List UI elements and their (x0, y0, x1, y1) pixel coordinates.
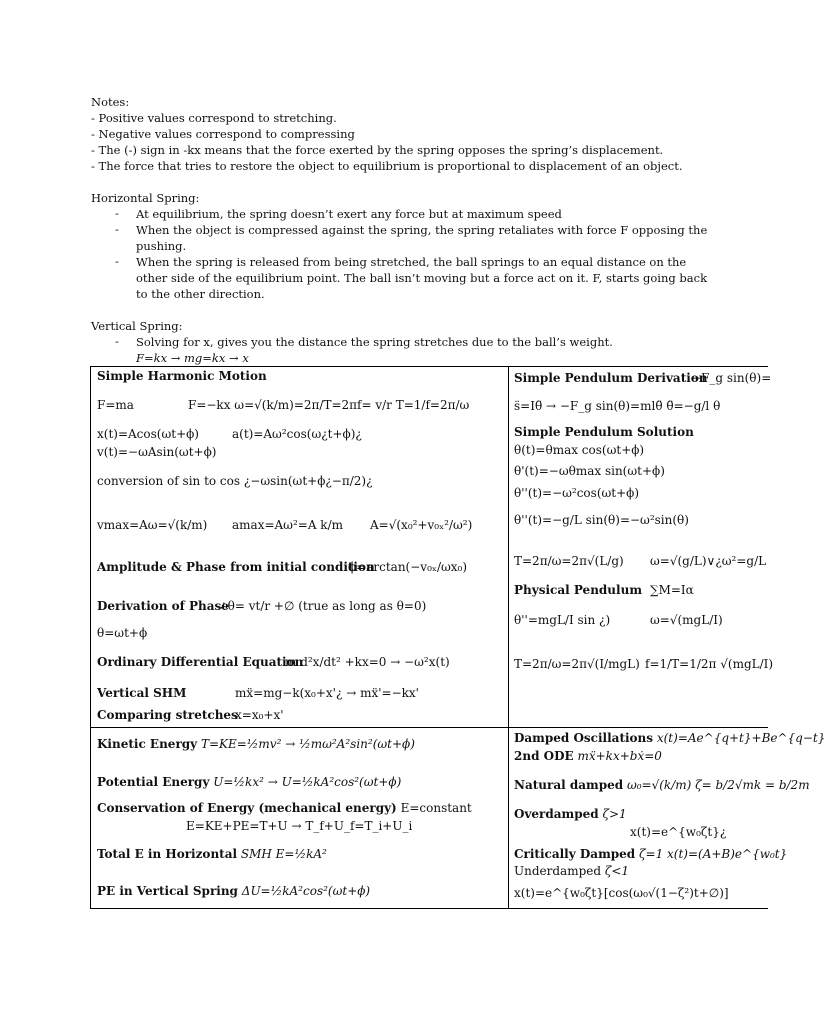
pendulum-solution-title: Simple Pendulum Solution (514, 425, 694, 439)
pendulum-derivation-eq: −F_g sin(θ)= (691, 371, 772, 385)
notes-line: - Negative values correspond to compressing (91, 127, 355, 141)
bullet-dash: - (115, 254, 119, 268)
underdamped-eq: ζ<1 (604, 864, 630, 878)
shm-omega: F=−kx ω=√(k/m)=2π/T=2πf= v/r T=1/f=2π/ω (188, 398, 470, 412)
pendulum-derivation-line: s̈=Iθ̈ → −F_g sin(θ)=mlθ̈ θ̈=−g/l θ (514, 399, 721, 413)
notes-line: - Positive values correspond to stretching. (91, 111, 337, 125)
shm-ode-label: Ordinary Differential Equation (97, 655, 304, 669)
critical-label: Critically Damped (514, 847, 636, 861)
overdamped-label: Overdamped (514, 807, 599, 821)
bullet-dash: - (115, 206, 119, 220)
pendulum-theta: θ(t)=θmax cos(ωt+ϕ) (514, 443, 645, 457)
energy-pe-vertical (97, 882, 370, 900)
table-border-center (508, 366, 509, 909)
horizontal-bullet: When the spring is released from being stretched, the ball springs to an equal distance on the (136, 255, 687, 269)
energy-potential (97, 773, 401, 791)
shm-derivation-phase-label: Derivation of Phase (97, 599, 229, 613)
ode-eq: mẍ+kx+bẋ=0 (577, 749, 662, 763)
damped-natural (514, 776, 810, 794)
bullet-dash: - (115, 334, 119, 348)
pendulum-period: T=2π/ω=2π√(L/g) (514, 554, 624, 568)
horizontal-bullet: other side of the equilibrium point. The ball isn’t moving but a force act on it. F, starts going back (136, 271, 708, 285)
pendulum-derivation-title: Simple Pendulum Derivation (514, 371, 708, 385)
potential-eq: U=½kx² → U=½kA²cos²(ωt+ϕ) (213, 775, 402, 789)
shm-vertical-eq: mẍ=mg−k(x₀+x'¿ → mẍ'=−kx' (235, 686, 419, 700)
physical-pendulum-omega: ω=√(mgL/I) (650, 613, 723, 627)
shm-newton: F=ma (97, 398, 134, 412)
shm-title: Simple Harmonic Motion (97, 369, 267, 383)
shm-amp-phase-label: Amplitude & Phase from initial condition (97, 560, 375, 574)
notes-title: Notes: (91, 95, 130, 109)
table-border-left (90, 366, 91, 909)
damped-ode (514, 747, 662, 765)
physical-pendulum-title: Physical Pendulum (514, 583, 643, 597)
vertical-equation: F=kx → mg=kx → x (136, 351, 249, 365)
shm-vmax: vmax=Aω=√(k/m) (97, 518, 208, 532)
bullet-dash: - (115, 222, 119, 236)
pendulum-omega: ω=√(g/L)∨¿ω²=g/L (650, 554, 767, 568)
total-label: Total E in Horizontal (97, 847, 238, 861)
overdamped-solution: x(t)=e^{w₀ζt}¿ (630, 825, 727, 839)
energy-total-horizontal (97, 845, 327, 863)
shm-vertical-label: Vertical SHM (97, 686, 187, 700)
shm-amax: amax=Aω²=A k/m (232, 518, 343, 532)
ode-label: 2nd ODE (514, 749, 574, 763)
horizontal-bullet: At equilibrium, the spring doesn’t exert any force but at maximum speed (136, 207, 562, 221)
physical-pendulum-frequency: f=1/T=1/2π √(mgL/I) (645, 657, 774, 671)
damped-eq: x(t)=Ae^{q+t}+Be^{q−t} (656, 731, 825, 745)
damped-overdamped (514, 805, 627, 823)
shm-conversion: conversion of sin to cos ¿−ωsin(ωt+ϕ¿−π/2)¿ (97, 474, 373, 488)
table-border-bottom (90, 908, 768, 909)
overdamped-eq: ζ>1 (602, 807, 627, 821)
horizontal-title: Horizontal Spring: (91, 191, 200, 205)
shm-acceleration: a(t)=Aω²cos(ω¿t+ϕ)¿ (232, 427, 362, 441)
horizontal-bullet: pushing. (136, 239, 187, 253)
pendulum-theta-double-prime-sin: θ''(t)=−g/L sin(θ)=−ω²sin(θ) (514, 513, 689, 527)
table-border-middle (90, 727, 768, 728)
shm-ode-eq: m d²x/dt² +kx=0 → −ω²x(t) (285, 655, 450, 669)
underdamped-label: Underdamped (514, 864, 602, 878)
total-eq: SMH E=½kA² (240, 847, 327, 861)
energy-conservation (97, 799, 472, 817)
underdamped-solution: x(t)=e^{w₀ζt}[cos(ω₀√(1−ζ²)t+∅)] (514, 886, 729, 900)
critical-eq: ζ=1 x(t)=(A+B)e^{w₀t} (639, 847, 788, 861)
notes-line: - The force that tries to restore the object to equilibrium is proportional to displacement of an object. (91, 159, 683, 173)
natural-label: Natural damped (514, 778, 624, 792)
shm-position: x(t)=Acos(ωt+ϕ) (97, 427, 199, 441)
conservation-label: Conservation of Energy (mechanical energy) (97, 801, 397, 815)
kinetic-label: Kinetic Energy (97, 737, 198, 751)
physical-pendulum-moment: ∑M=Iα (650, 583, 694, 597)
pe-vertical-label: PE in Vertical Spring (97, 884, 238, 898)
vertical-bullet: Solving for x, gives you the distance the spring stretches due to the ball’s weight. (136, 335, 613, 349)
physical-pendulum-theta: θ''=mgL/I sin ¿) (514, 613, 611, 627)
conservation-eq: E=KE+PE=T+U → T_f+U_f=T_i+U_i (186, 819, 413, 833)
shm-comparing-label: Comparing stretches (97, 708, 238, 722)
notes-line: - The (-) sign in -kx means that the force exerted by the spring opposes the spring’s displacement. (91, 143, 664, 157)
shm-velocity: v(t)=−ωAsin(ωt+ϕ) (97, 445, 217, 459)
pendulum-theta-double-prime: θ''(t)=−ω²cos(ωt+ϕ) (514, 486, 640, 500)
shm-comparing-eq: x=x₀+x' (235, 708, 284, 722)
pe-vertical-eq: ΔU=½kA²cos²(ωt+ϕ) (241, 884, 371, 898)
damped-critical (514, 845, 787, 863)
damped-oscillations (514, 729, 825, 747)
conservation-tail: E=constant (400, 801, 472, 815)
damped-underdamped (514, 862, 629, 880)
energy-kinetic (97, 735, 415, 753)
damped-label: Damped Oscillations (514, 731, 654, 745)
natural-eq: ω₀=√(k/m) ζ= b/2√mk = b/2m (626, 778, 810, 792)
shm-theta: θ=ωt+ϕ (97, 626, 148, 640)
horizontal-bullet: to the other direction. (136, 287, 265, 301)
horizontal-bullet: When the object is compressed against the spring, the spring retaliates with force F opposing the (136, 223, 708, 237)
physical-pendulum-period: T=2π/ω=2π√(I/mgL) (514, 657, 640, 671)
potential-label: Potential Energy (97, 775, 210, 789)
pendulum-theta-prime: θ'(t)=−ωθmax sin(ωt+ϕ) (514, 464, 665, 478)
shm-amplitude: A=√(x₀²+v₀ₓ²/ω²) (370, 518, 473, 532)
shm-derivation-phase-eq: ∴θ= vt/r +∅ (true as long as θ=0) (220, 599, 427, 613)
shm-amp-phase-eq: ϕ=arctan(−v₀ₓ/ωx₀) (348, 560, 468, 574)
kinetic-eq: T=KE=½mv² → ½mω²A²sin²(ωt+ϕ) (200, 737, 415, 751)
vertical-title: Vertical Spring: (91, 319, 183, 333)
